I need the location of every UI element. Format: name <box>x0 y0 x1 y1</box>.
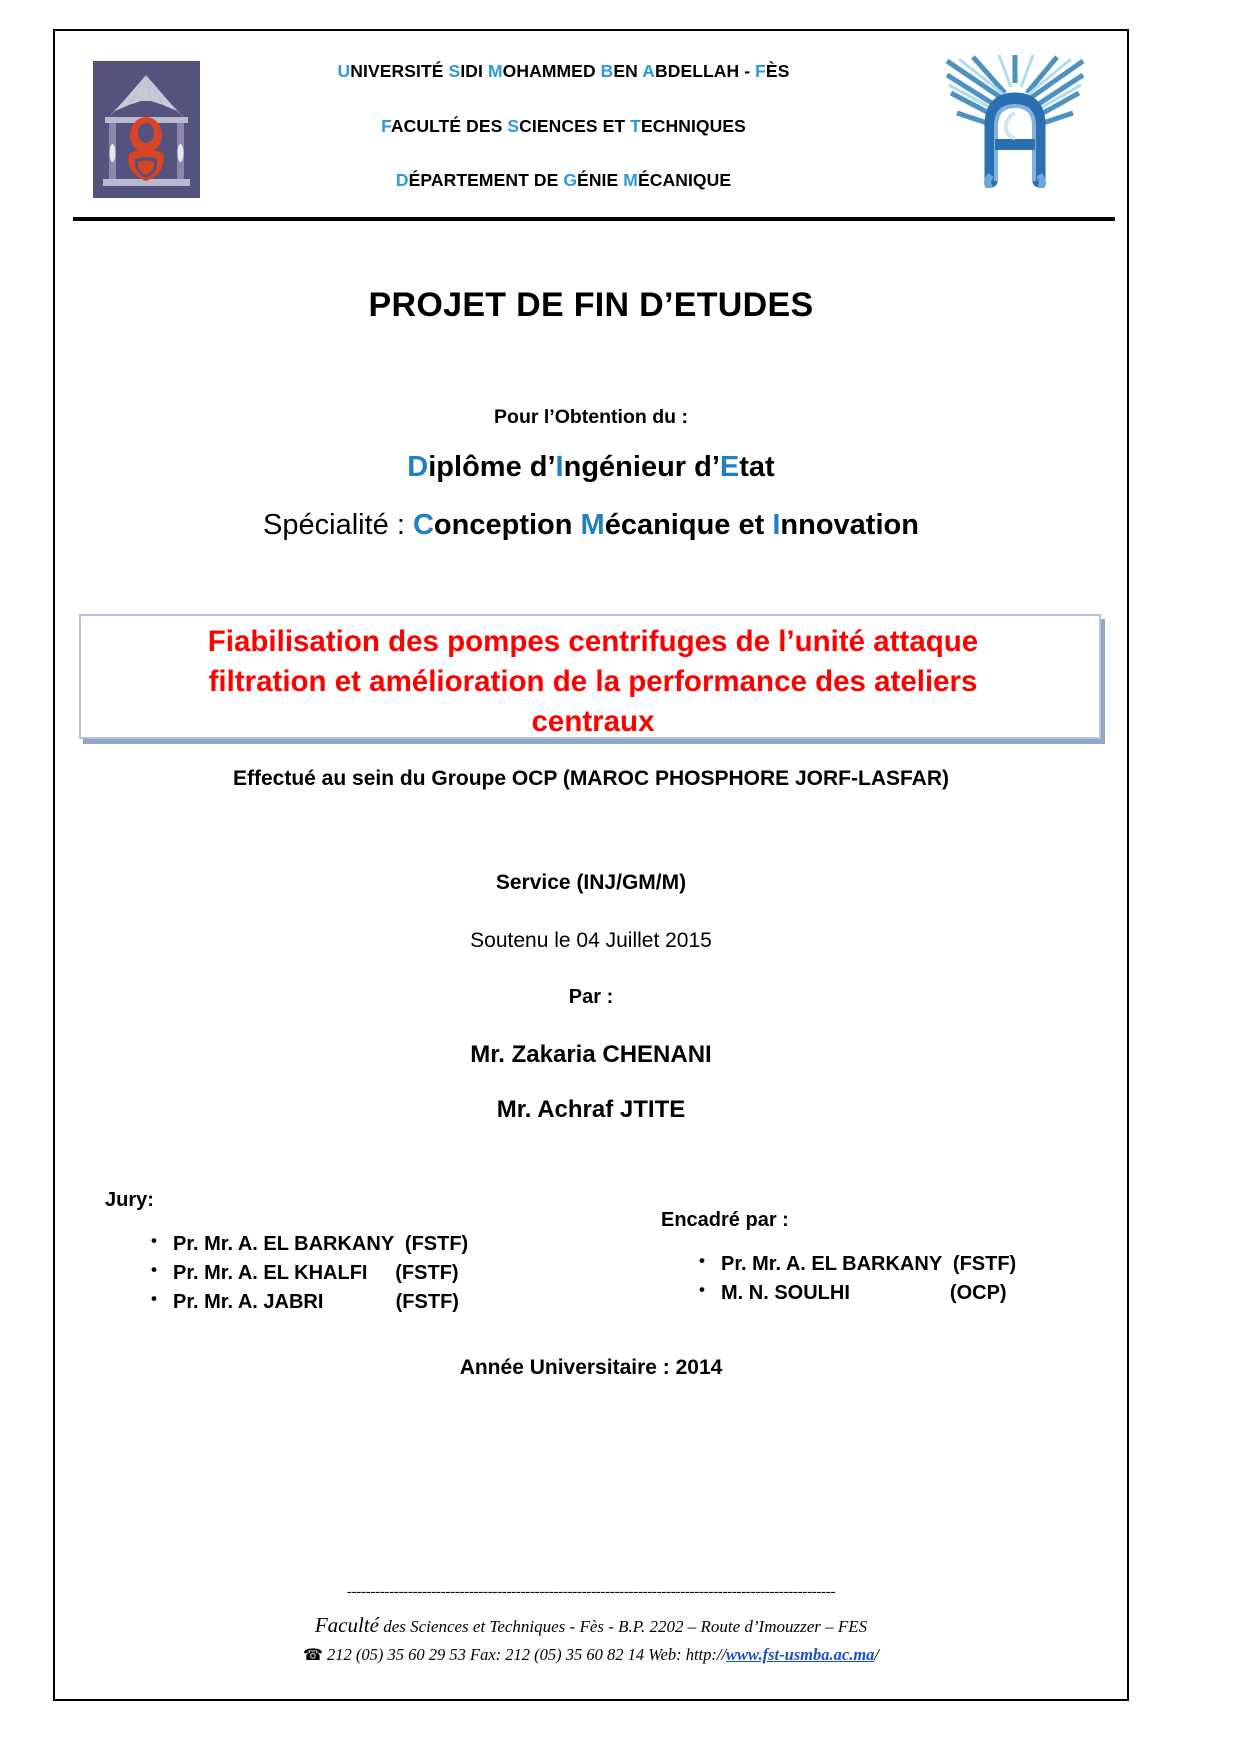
student-name: Mr. Achraf JTITE <box>496 1096 686 1123</box>
subject-line-1: Fiabilisation des pompes centrifuges de l’unité attaque <box>207 625 979 658</box>
footer-website-link[interactable]: www.fst-usmba.ac.ma <box>726 1645 875 1664</box>
header-line-faculty: FACULTÉ DES SCIENCES ET TECHNIQUES <box>381 115 746 136</box>
subject-title-box <box>79 614 1101 739</box>
jury-list <box>111 1230 585 1317</box>
page-title: PROJET DE FIN D’ETUDES <box>368 286 814 324</box>
subject-title-text <box>95 622 1091 739</box>
pour-obtention-label: Pour l’Obtention du : <box>494 406 688 428</box>
fst-faculty-logo <box>943 53 1087 188</box>
list-item: • Pr. Mr. A. EL BARKANY (FSTF) <box>111 1230 585 1259</box>
academic-year: Année Universitaire : 2014 <box>459 1356 723 1379</box>
jury-heading: Jury: <box>105 1189 154 1211</box>
list-item: • M. N. SOULHI (OCP) <box>647 1279 1117 1308</box>
supervisors-list <box>647 1250 1117 1308</box>
par-label: Par : <box>568 986 614 1008</box>
list-item: • Pr. Mr. A. EL KHALFI (FSTF) <box>111 1259 585 1288</box>
defense-date-line: Soutenu le 04 Juillet 2015 <box>470 929 712 952</box>
subject-line-3: centraux <box>531 705 655 739</box>
footer-contact <box>55 1645 1127 1665</box>
header-divider <box>73 217 1115 221</box>
footer-url-slash: / <box>874 1645 880 1664</box>
header-line-university: UNIVERSITÉ SIDI MOHAMMED BEN ABDELLAH - FÈS <box>337 61 790 81</box>
speciality-line: Spécialité : Conception Mécanique et Innovation <box>263 509 919 541</box>
page-frame <box>53 29 1129 1701</box>
student-name: Mr. Zakaria CHENANI <box>470 1041 712 1068</box>
footer-faculty-word: Faculté <box>314 1613 379 1637</box>
supervisors-block <box>647 1209 1117 1308</box>
supervisors-heading: Encadré par : <box>661 1209 789 1231</box>
host-company-line: Effectué au sein du Groupe OCP (MAROC PHOSPHORE JORF-LASFAR) <box>232 767 949 790</box>
jury-block <box>105 1189 585 1317</box>
speciality-label: Spécialité : <box>263 509 413 541</box>
document-header <box>55 31 1127 221</box>
diploma-line: Diplôme d’Ingénieur d’Etat <box>407 451 775 483</box>
footer-address-rest: des Sciences et Techniques - Fès - B.P. 2202 – Route d’Imouzzer – FES <box>378 1617 868 1636</box>
footer-divider: -------------------------------------------------------------------------------------------------------- <box>346 1584 836 1600</box>
document-footer <box>55 1584 1127 1665</box>
subject-line-2: filtration et amélioration de la performance des ateliers <box>208 665 978 699</box>
list-item: • Pr. Mr. A. JABRI (FSTF) <box>111 1288 585 1317</box>
phone-icon: ☎ <box>302 1645 323 1664</box>
footer-address <box>55 1613 1127 1638</box>
header-institution-lines <box>230 63 897 227</box>
service-line: Service (INJ/GM/M) <box>495 871 687 894</box>
header-line-department: DÉPARTEMENT DE GÉNIE MÉCANIQUE <box>395 170 732 190</box>
list-item: • Pr. Mr. A. EL BARKANY (FSTF) <box>647 1250 1117 1279</box>
footer-phone-text: 212 (05) 35 60 29 53 Fax: 212 (05) 35 60 82 14 Web: http:// <box>322 1645 727 1664</box>
university-seal-logo <box>93 61 200 198</box>
